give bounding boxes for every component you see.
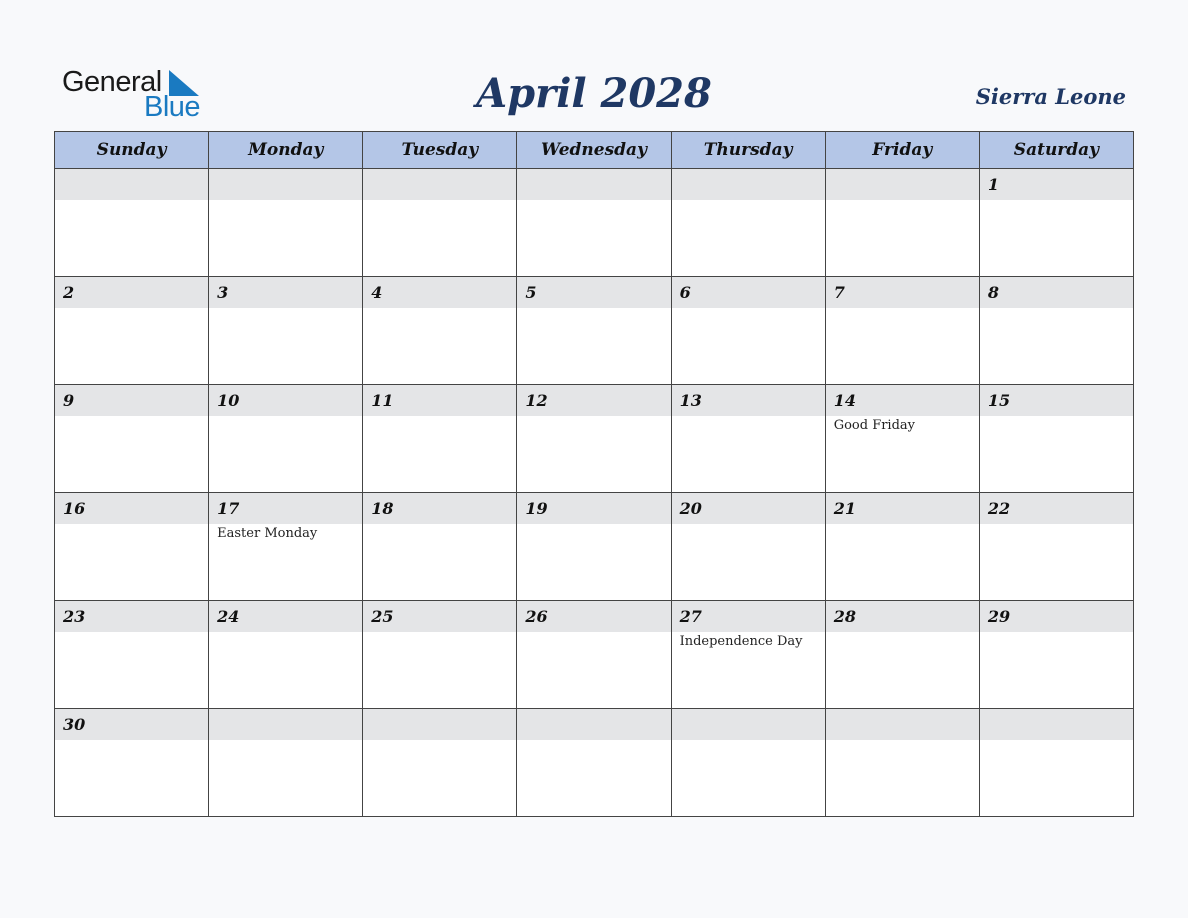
day-cell: [671, 601, 825, 709]
day-number-band: [55, 169, 208, 200]
day-cell: [671, 385, 825, 493]
day-number-band: [980, 385, 1133, 416]
day-number-band: [209, 709, 362, 740]
day-cell: [363, 601, 517, 709]
day-number: 4: [371, 283, 383, 302]
day-number: 30: [63, 715, 86, 734]
day-number: 10: [217, 391, 240, 410]
day-cell: [825, 709, 979, 817]
day-number: 11: [371, 391, 394, 410]
day-number: 28: [833, 607, 856, 626]
day-number-band: [55, 493, 208, 524]
day-number: 16: [63, 499, 86, 518]
day-number-band: [55, 277, 208, 308]
day-number-band: [980, 169, 1133, 200]
day-cell: [979, 169, 1133, 277]
day-cell: [363, 709, 517, 817]
day-cell: [55, 385, 209, 493]
calendar-title: April 2028: [476, 70, 712, 117]
day-number-band: [672, 493, 825, 524]
day-number-band: [517, 277, 670, 308]
day-number: 29: [987, 607, 1011, 626]
day-number-band: [363, 385, 516, 416]
day-cell: [979, 385, 1133, 493]
day-cell: [209, 169, 363, 277]
weekday-header: Tuesday: [363, 132, 517, 169]
day-cell: [517, 493, 671, 601]
brand-name-general: General: [62, 66, 162, 98]
day-number-band: [55, 601, 208, 632]
day-cell: [363, 169, 517, 277]
day-cell: [671, 493, 825, 601]
day-number-band: [209, 277, 362, 308]
day-cell: [825, 493, 979, 601]
day-number-band: [363, 169, 516, 200]
day-number-band: [363, 277, 516, 308]
day-number: 7: [833, 283, 845, 302]
day-cell: [209, 601, 363, 709]
day-number: 14: [833, 391, 856, 410]
week-row: [55, 601, 1134, 709]
day-number-band: [209, 493, 362, 524]
day-number-band: [517, 493, 670, 524]
day-number-band: [980, 493, 1133, 524]
day-number: 3: [217, 283, 229, 302]
day-number: 1: [987, 175, 999, 194]
day-cell: [517, 709, 671, 817]
day-number: 27: [679, 607, 702, 626]
weekday-header: Sunday: [55, 132, 209, 169]
day-cell: [55, 277, 209, 385]
day-number-band: [363, 493, 516, 524]
day-number: 13: [679, 391, 702, 410]
day-number: 12: [525, 391, 548, 410]
day-number: 17: [217, 499, 240, 518]
calendar-grid: [54, 131, 1134, 817]
day-cell: [209, 709, 363, 817]
day-number: 26: [525, 607, 548, 626]
country-name: Sierra Leone: [975, 84, 1126, 109]
day-number-band: [517, 601, 670, 632]
day-number-band: [209, 169, 362, 200]
week-row: [55, 385, 1134, 493]
weekday-header: Friday: [825, 132, 979, 169]
day-number-band: [363, 601, 516, 632]
day-number-band: [980, 709, 1133, 740]
day-number-band: [980, 601, 1133, 632]
day-cell: [517, 277, 671, 385]
brand-name-blue: Blue: [144, 91, 201, 123]
holiday-label: Easter Monday: [217, 526, 318, 541]
day-number: 15: [987, 391, 1011, 410]
day-number: 2: [63, 283, 75, 302]
day-cell: [363, 277, 517, 385]
day-number-band: [517, 169, 670, 200]
day-cell: [55, 709, 209, 817]
day-number: 21: [833, 499, 856, 518]
day-number-band: [363, 709, 516, 740]
day-number-band: [826, 601, 979, 632]
day-number: 22: [987, 499, 1011, 518]
day-cell: [825, 601, 979, 709]
day-cell: [363, 493, 517, 601]
week-row: [55, 493, 1134, 601]
day-number-band: [517, 709, 670, 740]
week-row: [55, 709, 1134, 817]
day-cell: [825, 385, 979, 493]
weekday-header: Thursday: [671, 132, 825, 169]
day-number: 23: [63, 607, 86, 626]
weekday-header: Saturday: [979, 132, 1133, 169]
day-number: 9: [63, 391, 75, 410]
day-cell: [209, 493, 363, 601]
day-number: 19: [525, 499, 548, 518]
day-cell: [979, 277, 1133, 385]
day-number-band: [672, 601, 825, 632]
day-cell: [979, 601, 1133, 709]
day-number: 18: [371, 499, 394, 518]
day-cell: [363, 385, 517, 493]
day-number-band: [826, 385, 979, 416]
holiday-label: Good Friday: [833, 418, 916, 433]
day-cell: [979, 709, 1133, 817]
day-number-band: [209, 385, 362, 416]
week-row: [55, 169, 1134, 277]
day-number-band: [672, 385, 825, 416]
day-cell: [671, 277, 825, 385]
weekday-header: Monday: [209, 132, 363, 169]
day-cell: [55, 169, 209, 277]
day-number: 5: [525, 283, 537, 302]
holiday-label: Independence Day: [679, 634, 803, 649]
day-number-band: [672, 169, 825, 200]
day-number-band: [672, 277, 825, 308]
day-cell: [517, 169, 671, 277]
week-row: [55, 277, 1134, 385]
day-number: 8: [987, 283, 999, 302]
day-cell: [55, 601, 209, 709]
day-number-band: [826, 277, 979, 308]
day-number-band: [826, 493, 979, 524]
weekday-header: Wednesday: [517, 132, 671, 169]
day-cell: [979, 493, 1133, 601]
day-cell: [825, 169, 979, 277]
day-number-band: [826, 169, 979, 200]
day-number-band: [672, 709, 825, 740]
day-number-band: [209, 601, 362, 632]
day-cell: [517, 385, 671, 493]
day-number-band: [517, 385, 670, 416]
day-cell: [209, 277, 363, 385]
day-number-band: [826, 709, 979, 740]
day-number-band: [980, 277, 1133, 308]
day-number-band: [55, 385, 208, 416]
day-number: 25: [371, 607, 394, 626]
weekday-header-row: [55, 132, 1134, 169]
day-number: 6: [679, 283, 691, 302]
day-number: 24: [217, 607, 240, 626]
day-number: 20: [679, 499, 702, 518]
day-cell: [671, 169, 825, 277]
day-cell: [671, 709, 825, 817]
day-cell: [209, 385, 363, 493]
day-number-band: [55, 709, 208, 740]
day-cell: [517, 601, 671, 709]
brand-logo: [62, 66, 222, 124]
day-cell: [55, 493, 209, 601]
day-cell: [825, 277, 979, 385]
